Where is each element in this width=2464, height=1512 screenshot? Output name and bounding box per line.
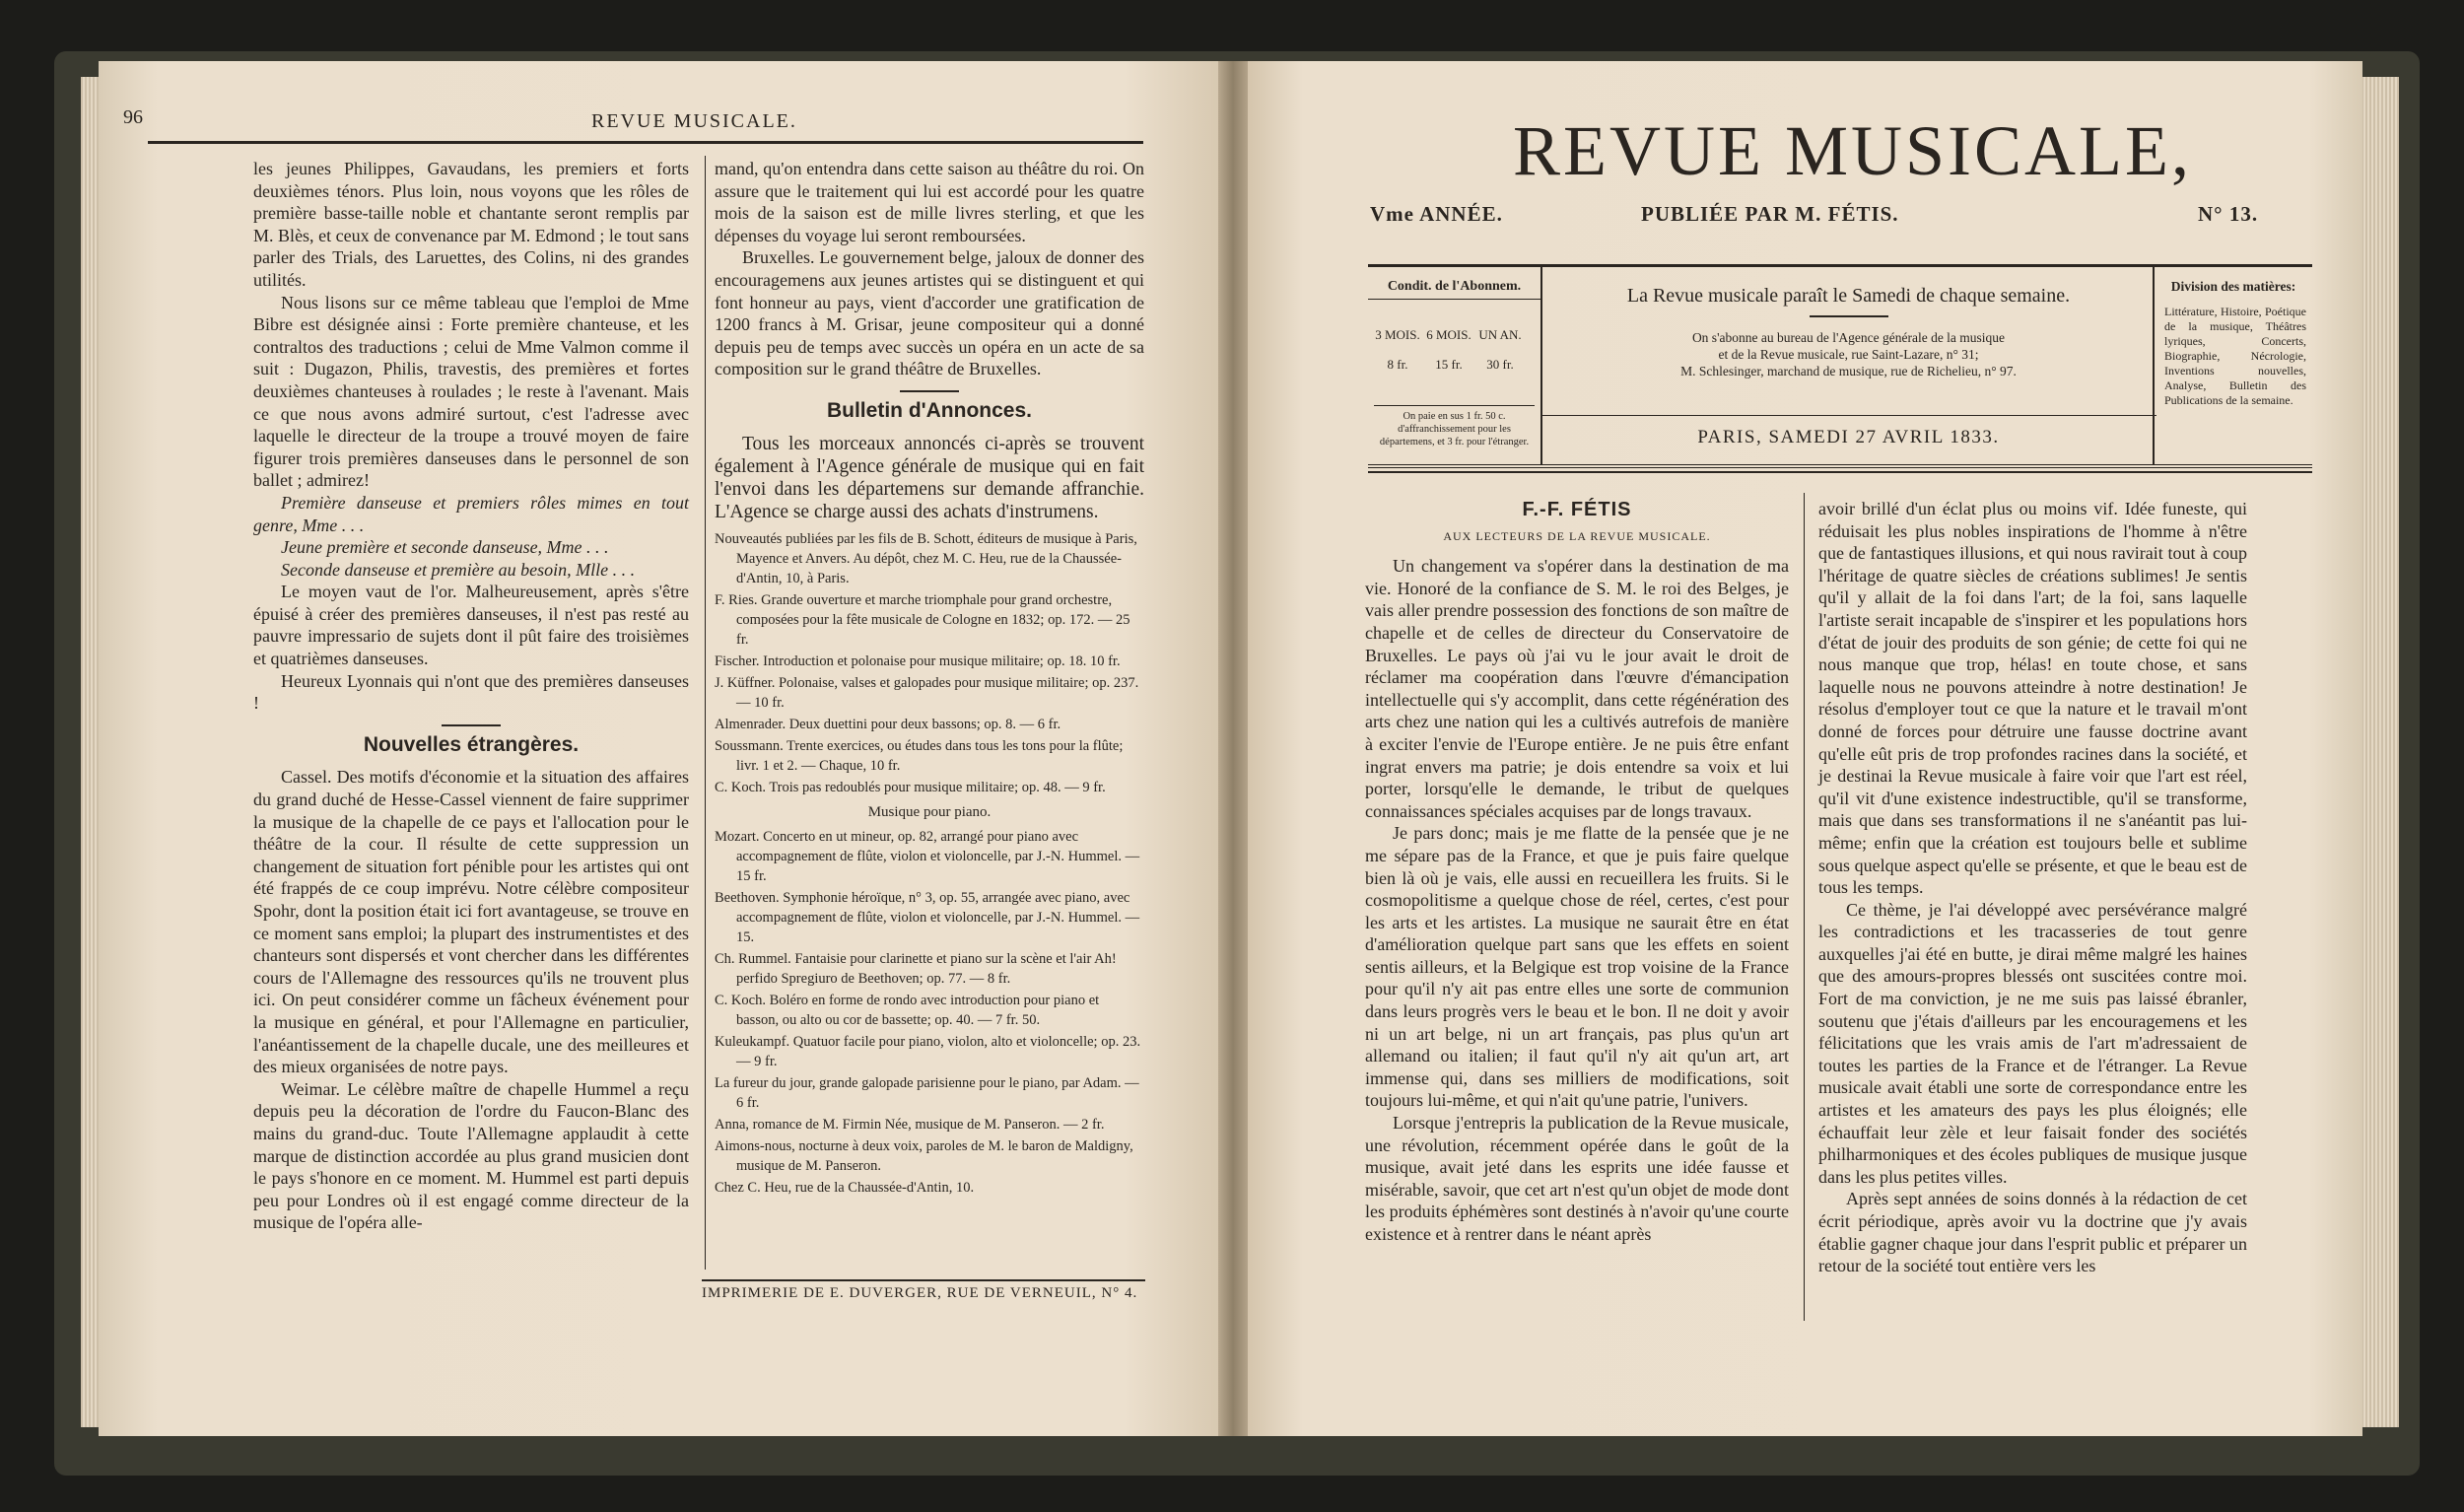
subscription-conditions [1368, 267, 1542, 464]
paragraph: Jeune première et seconde danseuse, Mme . . . [281, 537, 609, 558]
date-rule [1540, 415, 2156, 416]
announcement: Fischer. Introduction et polonaise pour musique militaire; op. 18. 10 fr. [715, 653, 1121, 669]
running-title: REVUE MUSICALE. [591, 110, 797, 132]
subscription-center [1540, 267, 2156, 464]
announcement: Aimons-nous, nocturne à deux voix, paroles de M. le baron de Maldigny, musique de M. Panseron. [715, 1138, 1133, 1175]
paragraph: Lorsque j'entrepris la publication de la Revue musicale, une révolution, récemment opérée dans le goût de la musique, avait jeté dans les esprits une idée fausse et misérable, savoir, que cet art n'est qu'un objet de mode dont les produits éphémères sont destinés à n'avoir qu'une courte existence et à rentrer dans le néant après [1365, 1113, 1789, 1244]
announcement: Chez C. Heu, rue de la Chaussée-d'Antin, 10. [715, 1180, 975, 1197]
volume-label: Vme ANNÉE. [1370, 202, 1503, 226]
left-column-2 [715, 158, 1144, 1200]
announcement: La fureur du jour, grande galopade parisienne pour le piano, par Adam. — 6 fr. [715, 1075, 1139, 1112]
paragraph: Je pars donc; mais je me flatte de la pensée que je ne me sépare pas de la France, et que je puis faire quelque bien là où je vais, elle aussi en recueillera les fruits. Si le cosmopolitisme a quelque chose de réel, certes, c'est pour les arts et les artistes. La musique ne saurait être en état d'amélioration quelque part sans que les effets en soient sentis ailleurs, et la Belgique est trop voisine de la France pour qu'il n'y ait pas entre elles une sorte de communion dans leurs progrès vers le beau et le bon. Il ne doit y avoir ni un art belge, ni un art français, pas plus qu'un art allemand ou italien; il faut qu'il n'y ait qu'un art, art immense qui, dans ses milliers de modifications, soit toujours lui-même, et qui n'ait qu'une patrie, l'univers. [1365, 823, 1789, 1111]
announcement: Kuleukampf. Quatuor facile pour piano, violon, alto et violoncelle; op. 23. — 9 fr. [715, 1034, 1141, 1070]
page-number: 96 [123, 106, 143, 128]
article-subtitle: AUX LECTEURS DE LA REVUE MUSICALE. [1443, 528, 1711, 543]
price-period: 3 MOIS. [1375, 327, 1420, 342]
division-title: Division des matières: [2170, 279, 2296, 294]
paragraph: les jeunes Philippes, Gavaudans, les premiers et forts deuxièmes ténors. Plus loin, nous voyons que les rôles de première basse-taille noble et chantante seront remplis par M. Blès, et ceux de convenance par M. Edmond ; le tout sans parler des Trials, des Laruettes, des Colins, ni des grandes utilités. [253, 159, 689, 290]
paragraph: Première danseuse et premiers rôles mimes en tout genre, Mme . . . [253, 492, 689, 535]
conditions-note: On paie en sus 1 fr. 50 c. d'affranchissement pour les départemens, et 3 fr. pour l'étranger. [1374, 405, 1535, 448]
announcement: Nouveautés publiées par les fils de B. Schott, éditeurs de musique à Paris, Mayence et Anvers. Au dépôt, chez M. C. Heu, rue de la Chaussée-d'Antin, 10, à Paris. [715, 530, 1137, 586]
paragraph: avoir brillé d'un éclat plus ou moins vif. Idée funeste, qui réduisait les plus nobles inspirations de l'homme à n'être que de fantastiques illusions, et qui nous ravirait tout à coup l'héritage de quatre siècles de créations sublimes! Je sentis qu'il y allait de la foi dans l'art; de la foi, sans laquelle l'artiste serait incapable de s'inspirer et les populations hors d'état de jouir des produits de son génie; de cette foi qui ne nous manque que trop, hélas! en toute chose, et sans laquelle nous ne pouvons atteindre à notre destination! Je résolus d'employer tout ce que la nature et le travail m'ont donné de forces pour détruire une fausse doctrine avant qu'elle eût pris de trop profondes racines dans la société, et je destinai la Revue musicale à faire voir que l'art est réel, qu'il vit d'une existence indestructible, qu'il se transforme, mais que dans ses transformations il ne s'anéantit pas lui-même; enfin que la création est toujours belle et sublime sous quelque aspect qu'elle se présente, et que le beau est de tous les temps. [1818, 499, 2247, 898]
section-heading: Nouvelles étrangères. [363, 732, 580, 756]
publication-notice: La Revue musicale paraît le Samedi de chaque semaine. [1626, 285, 2071, 307]
paragraph: Weimar. Le célèbre maître de chapelle Hummel a reçu depuis peu la décoration de l'ordre du Faucon-Blanc des mains du grand-duc. Toute l'Allemagne applaudit à cette marque de distinction accordée au plus grand musicien dont le pays s'honore en ce moment. M. Hummel est parti depuis peu pour Londres où il est engagé comme directeur de la musique de l'opéra alle- [253, 1078, 689, 1233]
right-column-1 [1365, 495, 1789, 1246]
contents-division [2153, 267, 2312, 464]
conditions-title: Condit. de l'Abonnem. [1368, 279, 1540, 300]
subscription-address [1540, 329, 2156, 379]
price-period: 6 MOIS. [1426, 327, 1472, 342]
section-rule [442, 724, 501, 726]
ornament-rule [1810, 315, 1888, 317]
price-grid [1372, 326, 1536, 374]
announcement: Beethoven. Symphonie héroïque, n° 3, op. 55, arrangée avec piano, avec accompagnement de flûte, violon et violoncelle, par J.-N. Hummel. — 15. [715, 890, 1140, 946]
paragraph: Bruxelles. Le gouvernement belge, jaloux de donner des encouragemens aux jeunes artistes qui se distinguent et qui font honneur au pays, vient d'accorder une gratification de 1200 francs à M. Grisar, jeune compositeur qui a donné depuis peu de temps avec succès un opéra en un acte de sa composition sur le grand théâtre de Bruxelles. [715, 247, 1144, 379]
address-line: et de la Revue musicale, rue Saint-Lazare, n° 31; [1718, 347, 1979, 362]
announcement: C. Koch. Boléro en forme de rondo avec introduction pour piano et basson, ou alto ou cor de bassette; op. 40. — 7 fr. 50. [715, 993, 1100, 1029]
announcement: C. Koch. Trois pas redoublés pour musique militaire; op. 48. — 9 fr. [715, 779, 1106, 795]
publisher-line: PUBLIÉE PAR M. FÉTIS. [1641, 202, 1899, 226]
address-line: M. Schlesinger, marchand de musique, rue de Richelieu, n° 97. [1680, 364, 2017, 378]
section-rule [900, 390, 959, 392]
right-page-edges [2358, 77, 2399, 1427]
announcement: Anna, romance de M. Firmin Née, musique de M. Panseron. — 2 fr. [715, 1117, 1105, 1134]
announcement: Soussmann. Trente exercices, ou études dans tous les tons pour la flûte; livr. 1 et 2. — Chaque, 10 fr. [715, 737, 1124, 774]
price-value: 30 fr. [1486, 357, 1514, 372]
paragraph: Tous les morceaux annoncés ci-après se trouvent également à l'Agence générale de musique qui en fait l'envoi dans les départemens sur demande affranchie. L'Agence se charge aussi des achats d'instrumens. [715, 433, 1144, 522]
price-value: 15 fr. [1435, 357, 1463, 372]
issue-number: N° 13. [2198, 202, 2259, 226]
paragraph: Ce thème, je l'ai développé avec persévérance malgré les contradictions et les tracasseries de tout genre auxquelles j'ai été en butte, je dirai même malgré les haines que des amours-propres blessés ont suscitées contre moi. Fort de ma conviction, je ne me suis pas laissé ébranler, soutenu que j'étais d'ailleurs par les encouragemens et les félicitations que les vrais amis de l'art m'adressaient de toutes les parties de la France et de l'étranger. La Revue musicale avait établi une sorte de correspondance entre les artistes et les amateurs des pays les plus éloignés; elle échauffait leur zèle et leur faisait fonder des sociétés philharmoniques et des écoles publiques de musique jusque dans les plus petites villes. [1818, 899, 2247, 1187]
issue-date: PARIS, SAMEDI 27 AVRIL 1833. [1697, 427, 2000, 447]
division-text: Littérature, Histoire, Poétique de la musique, Théâtres lyriques, Concerts, Biographie, Nécrologie, Inventions nouvelles, Analyse, Bulletin des Publications de la semaine. [2164, 305, 2306, 407]
masthead-rule [1368, 471, 2312, 473]
announcement: Almenrader. Deux duettini pour deux bassons; op. 8. — 6 fr. [715, 716, 1061, 732]
book-gutter [1218, 61, 1248, 1436]
announcement: J. Küffner. Polonaise, valses et galopades pour musique militaire; op. 237. — 10 fr. [715, 674, 1139, 711]
price-period: UN AN. [1478, 327, 1522, 342]
address-line: On s'abonne au bureau de l'Agence générale de la musique [1691, 330, 2006, 345]
paragraph: Heureux Lyonnais qui n'ont que des premières danseuses ! [253, 670, 689, 714]
paragraph: Nous lisons sur ce même tableau que l'emploi de Mme Bibre est désignée ainsi : Forte première chanteuse, et les contraltos des traductions ; celui de Mme Valmon comme il suit : Dugazon, Philis, travestis, des premières et fortes deuxièmes chanteuses à roulades ; le reste à l'avenant. Mais ce que nous avons admiré surtout, c'est l'adresse avec laquelle le directeur de la troupe a trouvé moyen de faire figurer trois premières danseuses dans le personnel de son ballet ; admirez! [253, 292, 689, 491]
imprint: IMPRIMERIE DE E. DUVERGER, RUE DE VERNEUIL, N° 4. [702, 1279, 1145, 1302]
column-rule [705, 156, 706, 1270]
subscription-box [1368, 264, 2312, 468]
subheading: Musique pour piano. [867, 803, 992, 820]
announcement: Ch. Rummel. Fantaisie pour clarinette et piano sur la scène et l'air Ah! perfido Spregiuro de Beethoven; op. 77. — 8 fr. [715, 951, 1117, 988]
paragraph: Seconde danseuse et première au besoin, Mlle . . . [281, 559, 636, 580]
paragraph: mand, qu'on entendra dans cette saison au théâtre du roi. On assure que le traitement qui lui est accordé pour les quatre mois de la saison est de mille livres sterling, et que les dépenses du voyage lui seront remboursées. [715, 159, 1144, 245]
price-value: 8 fr. [1387, 357, 1408, 372]
announcement: F. Ries. Grande ouverture et marche triomphale pour grand orchestre, composées pour la fête musicale de Cologne en 1832; op. 172. — 25 fr. [715, 591, 1130, 648]
paragraph: Le moyen vaut de l'or. Malheureusement, après s'être épuisé à créer des premières danseuses, il n'est pas resté au pauvre impressario de sujets dont il pût faire des troisièmes et quatrièmes danseuses. [253, 582, 689, 669]
left-column-1 [253, 158, 689, 1234]
paragraph: Un changement va s'opérer dans la destination de ma vie. Honoré de la confiance de S. M. le roi des Belges, je vais aller prendre possession des fonctions de son maître de chapelle et de celles de directeur du Conservatoire de Bruxelles. Le pays où j'ai vu le jour avait le droit de réclamer ma coopération dans l'œuvre d'émancipation intellectuelle qui s'y accomplit, dans cette régénération des arts chez une nation qui les a cultivés autrefois de manière à exciter l'envie de l'Europe entière. Je ne puis être enfant ingrat envers ma patrie; je dois entendre sa voix et lui porter, lorsqu'elle le demande, le tribut de quelques connaissances spéciales acquises par de longs travaux. [1365, 556, 1789, 821]
article-title: F.-F. FÉTIS [1522, 499, 1632, 520]
section-heading: Bulletin d'Annonces. [826, 398, 1032, 422]
paragraph: Cassel. Des motifs d'économie et la situation des affaires du grand duché de Hesse-Cassel viennent de faire supprimer la musique de la chapelle de ce pays et l'allocation pour le théâtre de la cour. Il résulte de cette suppression un changement de situation fort pénible pour les artistes qui ont été frappés de ce coup imprévu. Notre célèbre compositeur Spohr, dont la position était ici fort avantageuse, se trouve en ce moment sans emploi; la plupart des instrumentistes et des chanteurs sont dispersés et vont chercher dans les différentes cours de l'Allemagne des ressources qu'ils ne trouvent plus ici. On peut considérer comme un fâcheux événement pour la musique en général, et pour l'Allemagne en particulier, l'anéantissement de la chapelle ducale, une des meilleures et des mieux organisées de notre pays. [253, 767, 689, 1077]
announcement: Mozart. Concerto en ut mineur, op. 82, arrangé pour piano avec accompagnement de flûte, violon et violoncelle, par J.-N. Hummel. — 15 fr. [715, 829, 1140, 885]
paragraph: Après sept années de soins donnés à la rédaction de cet écrit périodique, après avoir vu la doctrine que j'y avais établie gagner chaque jour dans l'esprit public et préparer un retour de la société tout entière vers les [1818, 1189, 2247, 1276]
column-rule [1804, 493, 1805, 1321]
masthead: REVUE MUSICALE, [1513, 111, 2192, 190]
right-column-2 [1818, 498, 2247, 1277]
